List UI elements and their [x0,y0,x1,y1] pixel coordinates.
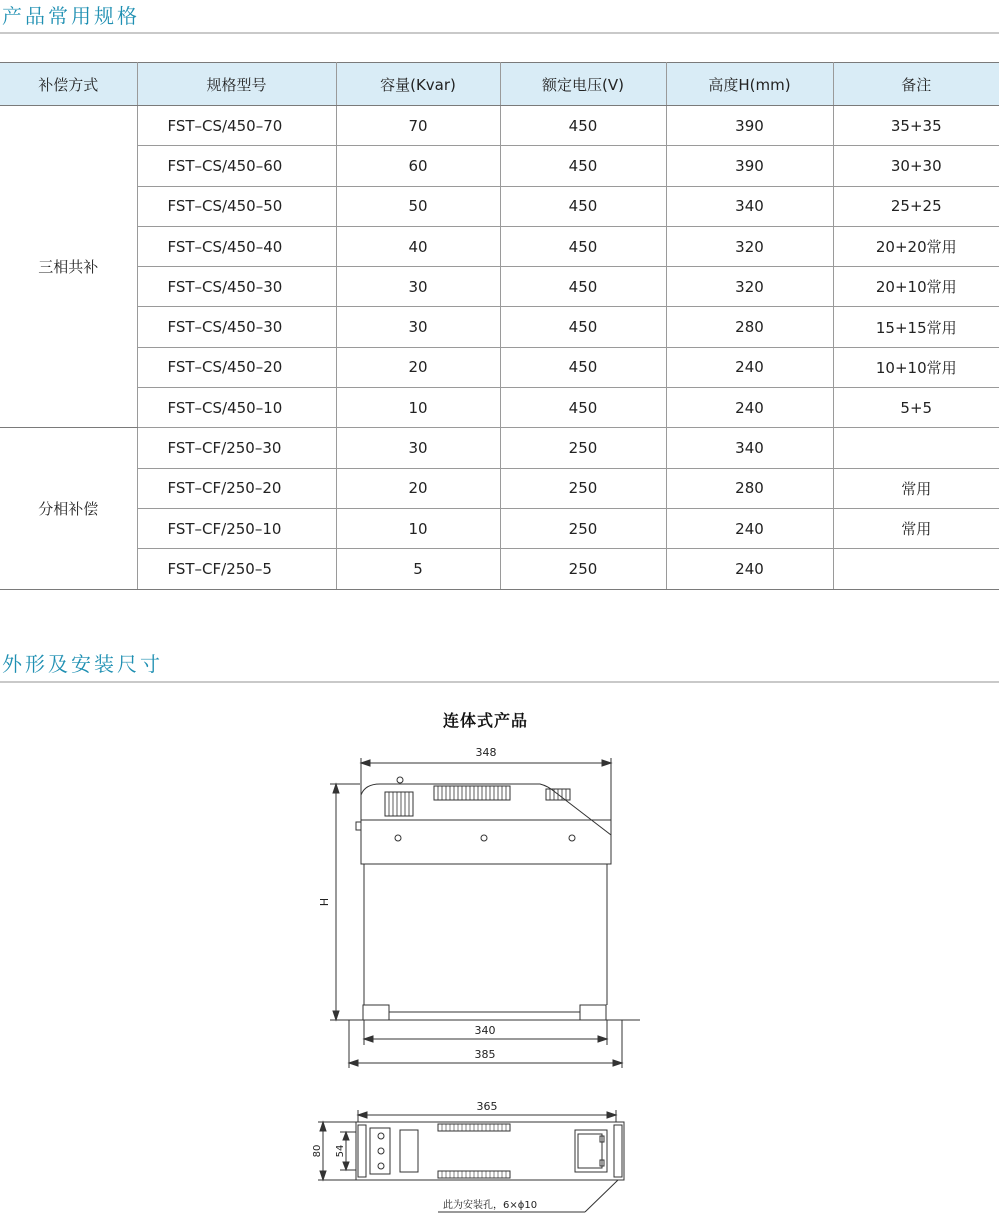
dim-h-label: H [317,897,330,907]
top-view-drawing [318,1110,624,1212]
model-cell: FST–CF/250–10 [137,508,336,548]
height-cell: 280 [666,307,833,347]
capacity-cell: 10 [336,508,500,548]
model-cell: FST–CS/450–60 [137,146,336,186]
height-cell: 320 [666,267,833,307]
remark-cell: 常用 [833,508,999,548]
capacity-cell: 50 [336,186,500,226]
height-cell: 390 [666,146,833,186]
capacity-cell: 60 [336,146,500,186]
remark-cell: 常用 [833,468,999,508]
voltage-cell: 250 [500,549,666,589]
header-method: 补偿方式 [0,63,137,106]
figure-title: 连体式产品 [442,711,528,730]
model-cell: FST–CS/450–40 [137,226,336,266]
remark-cell: 35+35 [833,106,999,146]
voltage-cell: 450 [500,186,666,226]
header-model: 规格型号 [137,63,336,106]
height-cell: 240 [666,508,833,548]
model-cell: FST–CS/450–50 [137,186,336,226]
method-cell: 分相补偿 [0,428,137,589]
capacity-cell: 20 [336,468,500,508]
header-remark: 备注 [833,63,999,106]
method-cell: 三相共补 [0,106,137,428]
dim-385-label: 385 [474,1048,496,1061]
model-cell: FST–CF/250–20 [137,468,336,508]
voltage-cell: 450 [500,307,666,347]
mounting-hole-note: 此为安装孔，6×ϕ10 [443,1200,538,1211]
capacity-cell: 40 [336,226,500,266]
height-cell: 390 [666,106,833,146]
height-cell: 340 [666,428,833,468]
header-height: 高度H(mm) [666,63,833,106]
model-cell: FST–CS/450–30 [137,267,336,307]
dim-340-label: 340 [474,1024,496,1037]
remark-cell: 10+10常用 [833,347,999,387]
header-voltage: 额定电压(V) [500,63,666,106]
voltage-cell: 450 [500,106,666,146]
dim-348-label: 348 [475,746,497,759]
remark-cell: 30+30 [833,146,999,186]
voltage-cell: 450 [500,146,666,186]
voltage-cell: 250 [500,428,666,468]
remark-cell: 20+10常用 [833,267,999,307]
header-capacity: 容量(Kvar) [336,63,500,106]
voltage-cell: 450 [500,347,666,387]
remark-cell: 25+25 [833,186,999,226]
dim-54-label: 54 [335,1144,346,1158]
height-cell: 240 [666,347,833,387]
voltage-cell: 450 [500,388,666,428]
model-cell: FST–CS/450–70 [137,106,336,146]
height-cell: 320 [666,226,833,266]
model-cell: FST–CS/450–10 [137,388,336,428]
capacity-cell: 30 [336,307,500,347]
capacity-cell: 5 [336,549,500,589]
capacity-cell: 70 [336,106,500,146]
dim-80-label: 80 [312,1144,323,1158]
model-cell: FST–CS/450–30 [137,307,336,347]
spec-section-title: 产品常用规格 [2,4,140,28]
voltage-cell: 450 [500,267,666,307]
dim-365-label: 365 [476,1100,498,1113]
dimension-section-title: 外形及安装尺寸 [2,652,163,676]
height-cell: 240 [666,549,833,589]
voltage-cell: 250 [500,508,666,548]
voltage-cell: 450 [500,226,666,266]
capacity-cell: 30 [336,428,500,468]
capacity-cell: 10 [336,388,500,428]
remark-cell: 15+15常用 [833,307,999,347]
height-cell: 240 [666,388,833,428]
height-cell: 280 [666,468,833,508]
model-cell: FST–CF/250–30 [137,428,336,468]
remark-cell: 20+20常用 [833,226,999,266]
capacity-cell: 30 [336,267,500,307]
model-cell: FST–CS/450–20 [137,347,336,387]
model-cell: FST–CF/250–5 [137,549,336,589]
voltage-cell: 250 [500,468,666,508]
height-cell: 340 [666,186,833,226]
capacity-cell: 20 [336,347,500,387]
remark-cell: 5+5 [833,388,999,428]
